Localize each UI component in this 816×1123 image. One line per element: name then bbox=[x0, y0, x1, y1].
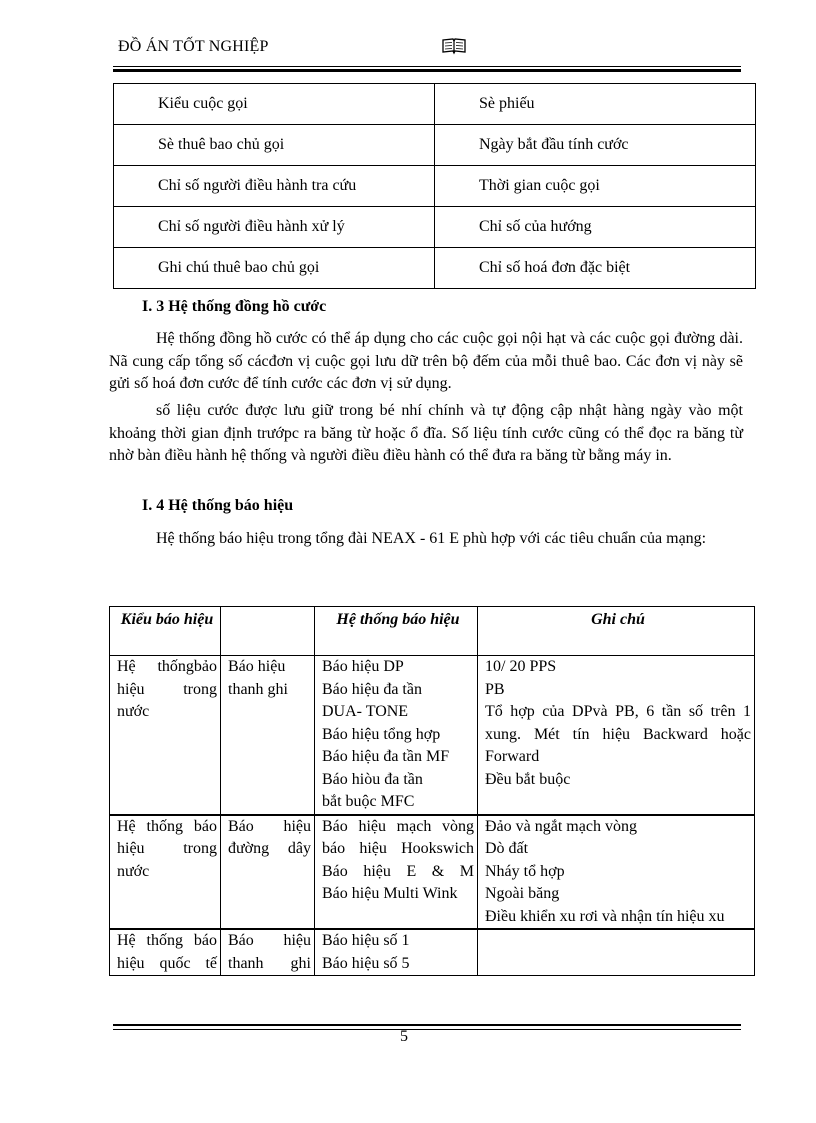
list-item: Ngoài băng bbox=[485, 885, 560, 902]
list-item: Nháy tổ hợp bbox=[485, 862, 565, 880]
table-cell: Chỉ số người điều hành xử lý bbox=[114, 207, 435, 248]
table-cell: Sè phiếu bbox=[435, 84, 756, 125]
list-item: 10/ 20 PPS bbox=[485, 658, 557, 675]
table-cell: Báo hiệu đường dây bbox=[221, 815, 315, 930]
footer-rule-thin bbox=[113, 1029, 741, 1030]
table-cell: Hệ thống báo hiệu trong nước bbox=[110, 815, 221, 930]
table-header-cell bbox=[221, 607, 315, 656]
table-cell: Sè thuê bao chủ gọi bbox=[114, 125, 435, 166]
table-cell: Báo hiệu thanh ghi bbox=[221, 929, 315, 976]
table-header-cell: Hệ thống báo hiệu bbox=[315, 607, 478, 656]
table-cell: Hệ thốngbảo hiệu trong nước bbox=[110, 656, 221, 815]
table-cell: Chỉ số hoá đơn đặc biệt bbox=[435, 248, 756, 289]
header-rule-thick bbox=[113, 69, 741, 72]
table-row bbox=[110, 815, 755, 930]
table-row bbox=[114, 207, 756, 248]
list-item: Báo hiệu đa tần MF bbox=[322, 748, 450, 765]
list-item: Báo hiòu đa tần bbox=[322, 770, 423, 788]
paragraph: Hệ thống đồng hồ cước có thể áp dụng cho các cuộc gọi nội hạt và các cuộc gọi đường dài. Nã cung cấp tổng số cácđơn vị cuộc gọi lưu dữ trên bộ đếm của mỗi thuê bao. Các đơn vị này sẽ gửi số hoá đơn cước để tính cước các đơn vị sử dụng. bbox=[109, 330, 743, 392]
table-cell: Thời gian cuộc gọi bbox=[435, 166, 756, 207]
page-number: 5 bbox=[400, 1028, 408, 1045]
table-row bbox=[110, 929, 755, 976]
section-heading-billing-meter: I. 3 Hệ thống đồng hồ cước bbox=[142, 298, 327, 315]
paragraph: số liệu cước được lưu giữ trong bé nhí chính và tự động cập nhật hàng ngày vào một khoảng thời gian định trướpc ra băng từ hoặc ổ đĩa. Số liệu tính cước cũng có thể đọc ra băng từ nhờ bàn điều hành hệ thống và người điều điều hành có thể đưa ra băng từ bằng máy in. bbox=[109, 402, 743, 464]
list-item: Tổ hợp của DPvà PB, 6 tần số trên 1 xung. Mét tín hiệu Backward hoặc Forward bbox=[485, 703, 751, 765]
table-row bbox=[114, 166, 756, 207]
table-header-cell: Kiểu báo hiệu bbox=[110, 607, 221, 656]
list-item: PB bbox=[485, 680, 505, 698]
table-row bbox=[114, 84, 756, 125]
list-item: Đều bắt buộc bbox=[485, 770, 571, 788]
signaling-table bbox=[109, 606, 755, 976]
billing-fields-table bbox=[113, 83, 756, 289]
table-header-cell: Ghi chú bbox=[478, 607, 755, 656]
header-rule-thin bbox=[113, 66, 741, 67]
table-cell bbox=[315, 929, 478, 976]
table-cell bbox=[478, 929, 755, 976]
table-cell bbox=[315, 656, 478, 815]
list-item: Báo hiệu số 1 bbox=[322, 932, 410, 949]
table-cell: Hệ thống báo hiệu quốc tế bbox=[110, 929, 221, 976]
paragraph: Hệ thống báo hiệu trong tổng đài NEAX - 61 E phù hợp với các tiêu chuẩn của mạng: bbox=[156, 530, 707, 547]
table-cell: Chỉ số của hướng bbox=[435, 207, 756, 248]
footer-rule-thick bbox=[113, 1024, 741, 1026]
table-cell bbox=[478, 815, 755, 930]
list-item: Dò đất bbox=[485, 840, 529, 857]
list-item: Báo hiệu đa tần bbox=[322, 680, 422, 698]
table-cell: Chỉ số người điều hành tra cứu bbox=[114, 166, 435, 207]
table-cell bbox=[478, 656, 755, 815]
table-header-row bbox=[110, 607, 755, 656]
table-cell: Báo hiệu thanh ghi bbox=[221, 656, 315, 815]
section-heading-signaling: I. 4 Hệ thống báo hiệu bbox=[142, 497, 294, 514]
table-row bbox=[110, 656, 755, 815]
table-row bbox=[114, 248, 756, 289]
list-item: bắt buộc MFC bbox=[322, 793, 415, 810]
list-item: Báo hiệu số 5 bbox=[322, 954, 410, 972]
table-cell: Ghi chú thuê bao chủ gọi bbox=[114, 248, 435, 289]
list-item: DUA- TONE bbox=[322, 703, 409, 720]
list-item: Báo hiệu DP bbox=[322, 658, 404, 675]
document-header-title: ĐỒ ÁN TỐT NGHIỆP bbox=[118, 38, 269, 55]
table-cell bbox=[315, 815, 478, 930]
table-cell: Kiểu cuộc gọi bbox=[114, 84, 435, 125]
list-item: Báo hiệu mạch vòng báo hiệu Hookswich Báo hiệu E & M bbox=[322, 817, 474, 880]
open-book-icon bbox=[441, 37, 467, 60]
list-item: Báo hiệu tổng hợp bbox=[322, 725, 441, 743]
list-item: Điều khiển xu rơi và nhận tín hiệu xu bbox=[485, 907, 725, 925]
table-cell: Ngày bắt đầu tính cước bbox=[435, 125, 756, 166]
table-row bbox=[114, 125, 756, 166]
list-item: Báo hiệu Multi Wink bbox=[322, 885, 458, 902]
list-item: Đảo và ngắt mạch vòng bbox=[485, 817, 637, 835]
